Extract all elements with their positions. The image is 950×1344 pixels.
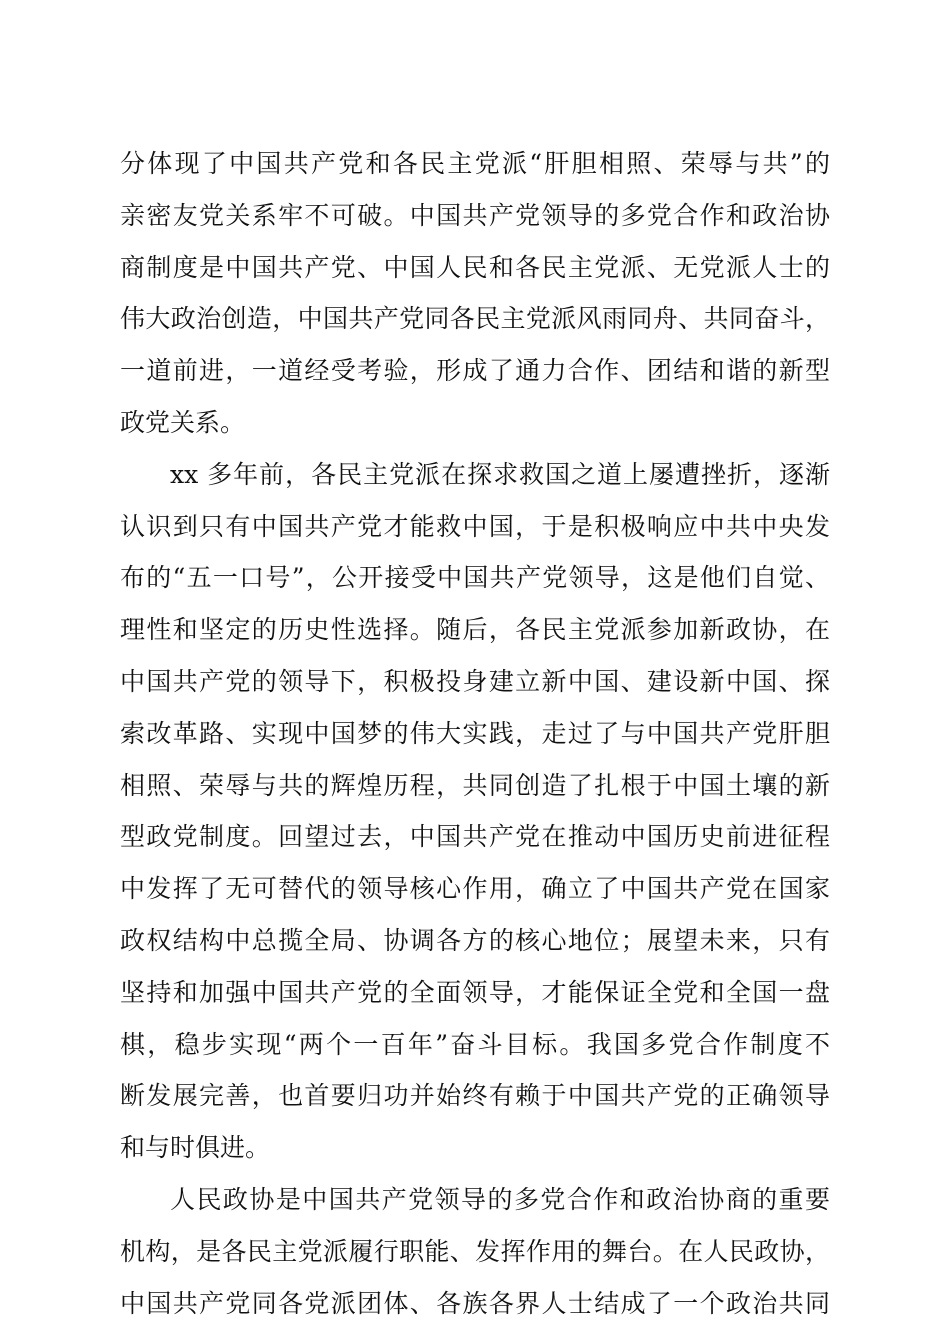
text-line: 布的“五一口号”，公开接受中国共产党领导，这是他们自觉、 — [120, 563, 830, 593]
text-line: 政权结构中总揽全局、协调各方的核心地位；展望未来，只有 — [120, 925, 830, 955]
text-line: 政党关系。 — [120, 407, 246, 437]
text-line: 理性和坚定的历史性选择。随后，各民主党派参加新政协，在 — [120, 615, 830, 645]
text-line: 分体现了中国共产党和各民主党派“肝胆相照、荣辱与共”的 — [120, 149, 830, 178]
text-line: 型政党制度。回望过去，中国共产党在推动中国历史前进征程 — [120, 822, 830, 852]
text-line: 一道前进，一道经受考验，形成了通力合作、团结和谐的新型 — [120, 356, 830, 386]
text-line: 人民政协是中国共产党领导的多党合作和政治协商的重要 — [170, 1184, 830, 1214]
text-line: 中发挥了无可替代的领导核心作用，确立了中国共产党在国家 — [120, 874, 830, 904]
text-line: 中国共产党的领导下，积极投身建立新中国、建设新中国、探 — [120, 666, 830, 696]
text-line: 中国共产党同各党派团体、各族各界人士结成了一个政治共同 — [120, 1288, 830, 1318]
text-line: 商制度是中国共产党、中国人民和各民主党派、无党派人士的 — [120, 252, 830, 282]
text-line: 认识到只有中国共产党才能救中国，于是积极响应中共中央发 — [120, 511, 830, 541]
text-line: 机构，是各民主党派履行职能、发挥作用的舞台。在人民政协， — [120, 1236, 830, 1266]
text-line: xx 多年前，各民主党派在探求救国之道上屡遭挫折，逐渐 — [170, 459, 830, 489]
text-line: 和与时俱进。 — [120, 1133, 271, 1163]
text-line: 棋，稳步实现“两个一百年”奋斗目标。我国多党合作制度不 — [120, 1029, 830, 1059]
text-line: 亲密友党关系牢不可破。中国共产党领导的多党合作和政治协 — [120, 200, 830, 230]
text-line: 坚持和加强中国共产党的全面领导，才能保证全党和全国一盘 — [120, 977, 830, 1007]
text-line: 相照、荣辱与共的辉煌历程，共同创造了扎根于中国土壤的新 — [120, 770, 830, 800]
body-text — [120, 138, 830, 1329]
text-line: 索改革路、实现中国梦的伟大实践，走过了与中国共产党肝胆 — [120, 718, 830, 748]
text-line: 伟大政治创造，中国共产党同各民主党派风雨同舟、共同奋斗， — [120, 304, 830, 334]
text-line: 断发展完善，也首要归功并始终有赖于中国共产党的正确领导 — [120, 1081, 830, 1111]
